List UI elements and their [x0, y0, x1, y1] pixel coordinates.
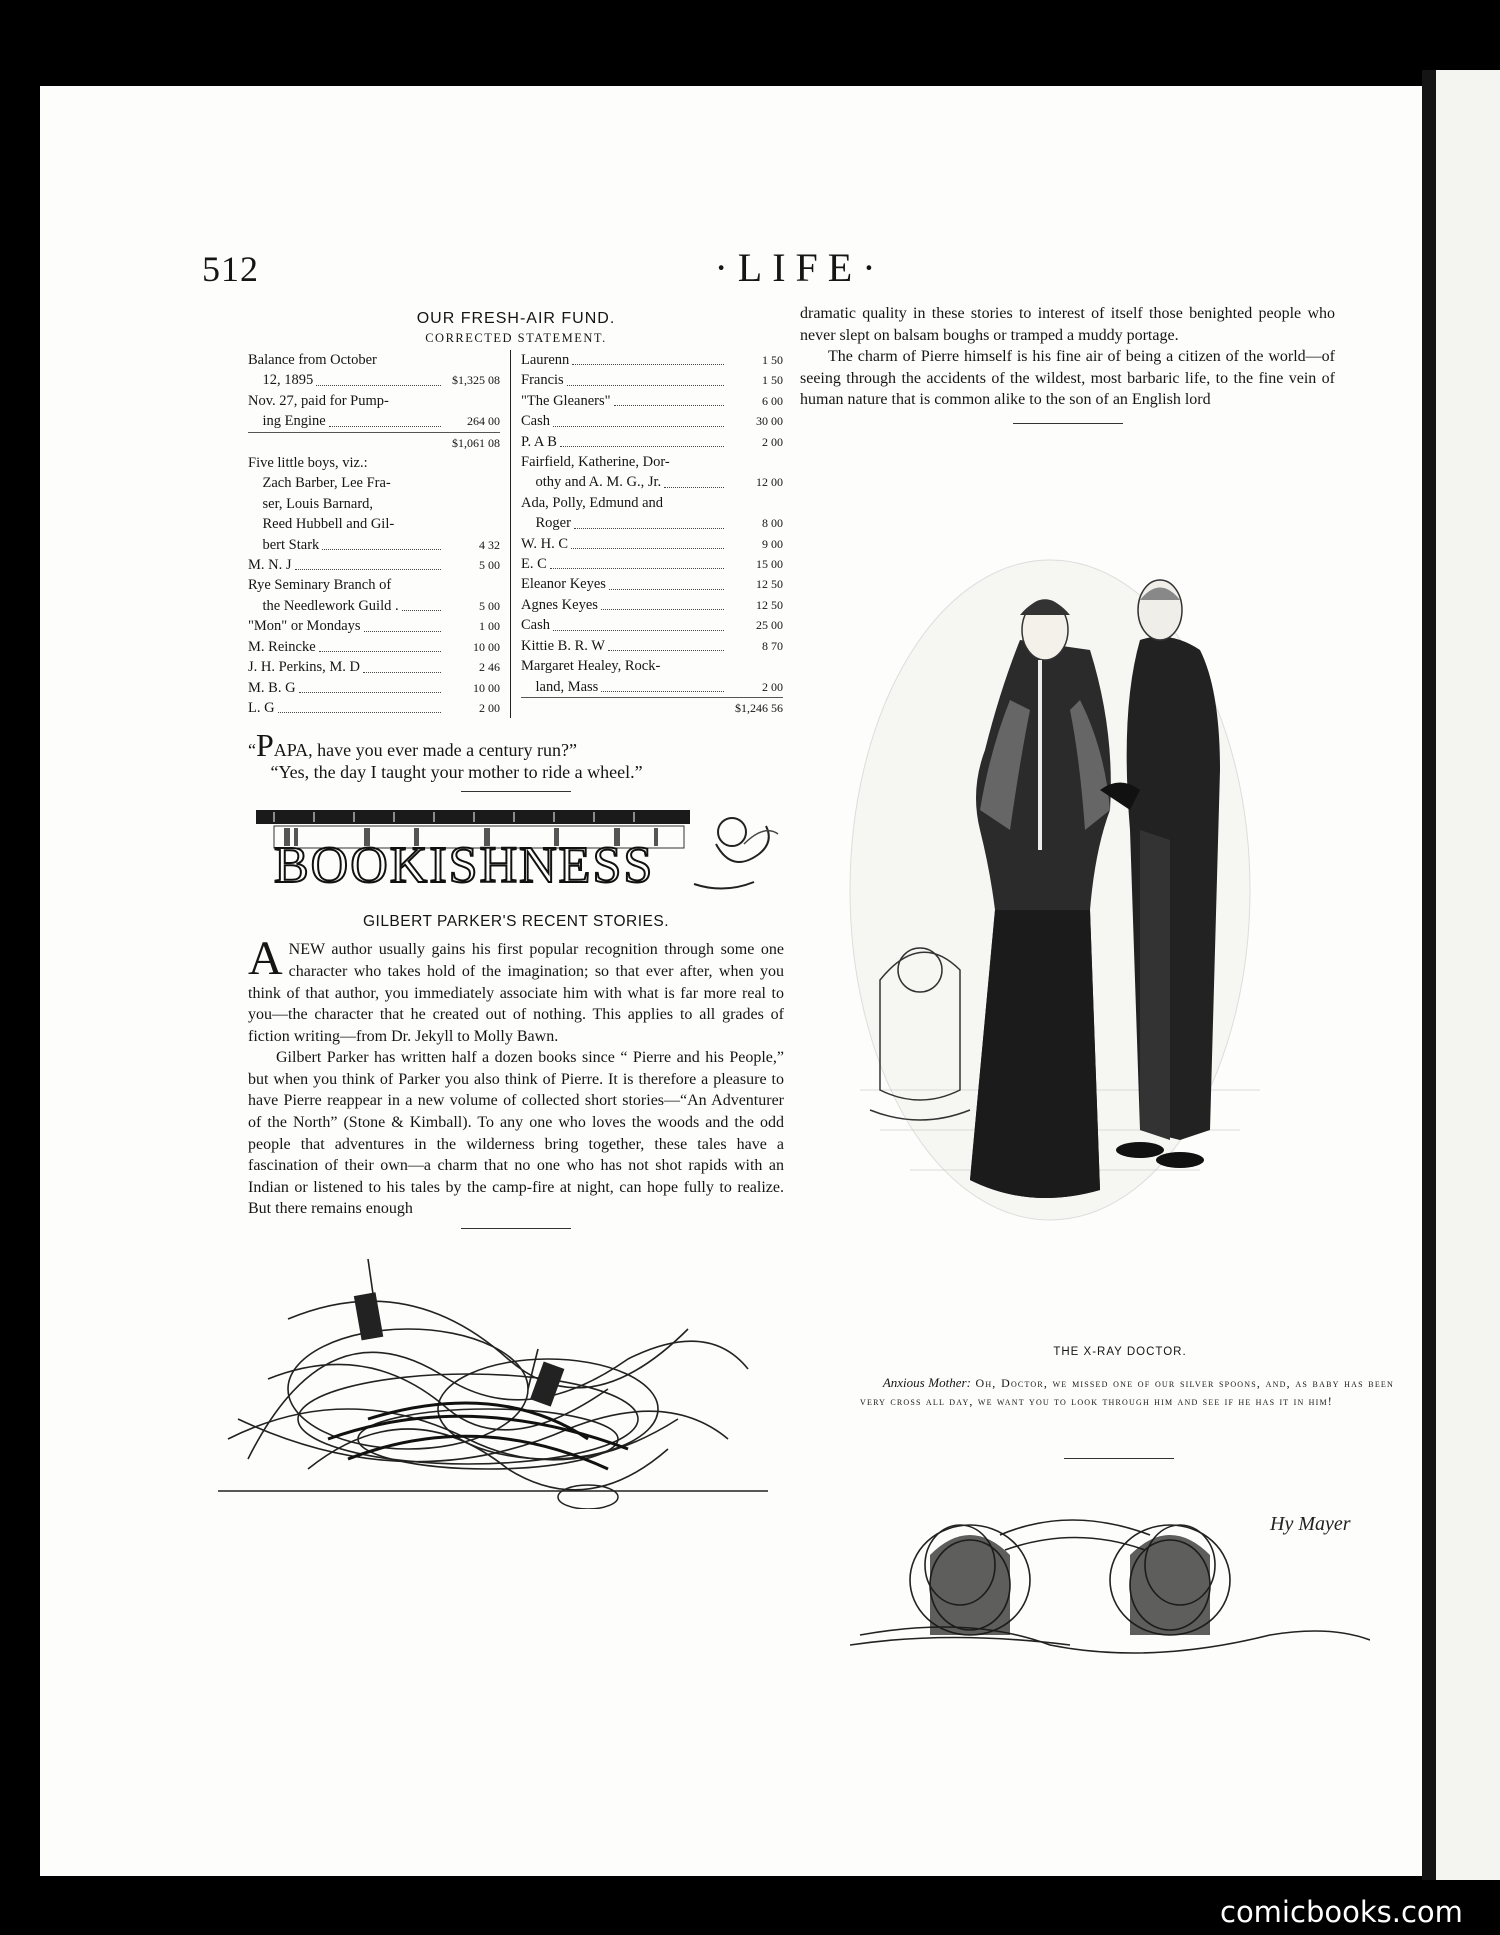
ledger-row: [521, 513, 783, 533]
ledger-name: Ada, Polly, Edmund and: [521, 494, 664, 511]
ledger-leader-dots: [316, 385, 441, 386]
ledger-amount: $1,325 08: [452, 373, 500, 388]
quip-open-quote: “: [248, 740, 256, 761]
ledger-row: [248, 494, 500, 514]
ledger-name: M. N. J: [248, 557, 292, 574]
left-column: [248, 310, 784, 1514]
banner-lettering: BOOKISHNESS: [274, 837, 655, 895]
ledger-leader-dots: [550, 568, 724, 569]
ledger-amount: 1 50: [762, 373, 783, 388]
ledger-amount: 2 00: [762, 679, 783, 694]
quip-drop-letter: P: [256, 727, 274, 764]
ledger-row: [248, 473, 500, 493]
review-paragraph-3: dramatic quality in these stories to interest of itself those benighted people who never slept on balsam boughs or tramped a muddy portage.: [800, 305, 1335, 344]
ledger-leader-dots: [560, 446, 724, 447]
ledger-amount: 1 00: [479, 619, 500, 634]
facing-page-edge: [1436, 70, 1500, 1880]
review-paragraph-2: Gilbert Parker has written half a dozen books since “ Pierre and his People,” but when you think of Parker you also think of Pierre. It is therefore a pleasure to have Pierre reappear in a new volume of collected short stories—“An Adventurer of the North” (Stone & Kimball). To any one who loves the woods and the odd people that adventures in the wilderness bring together, these tales have a fascination of their own—a charm that no one who has not shot rapids with an Indian or listened to his tales by the camp-fire at night, can hope fully to realize. But there remains enough: [248, 1049, 784, 1218]
ledger-row: [248, 391, 500, 411]
ledger-row: [521, 615, 783, 635]
ledger-name: the Needlework Guild .: [248, 597, 399, 614]
ledger-leader-dots: [295, 569, 441, 570]
ledger-name: Margaret Healey, Rock-: [521, 658, 661, 675]
book-spine: [1422, 70, 1436, 1880]
ledger-amount: $1,246 56: [735, 700, 783, 715]
ledger-name: M. Reincke: [248, 638, 316, 655]
review-paragraph-4: The charm of Pierre himself is his fine air of being a citizen of the world—of seeing through the accidents of the wildest, most barbaric life, to the fine vein of human nature that is common alike to the son of an English lord: [800, 348, 1335, 409]
cartoon-caption: [860, 1374, 1394, 1410]
ledger-amount: 1 50: [762, 353, 783, 367]
fund-title: OUR FRESH-AIR FUND.: [416, 310, 616, 327]
ledger-row: [521, 472, 783, 492]
ledger-row: [521, 636, 783, 656]
ledger-leader-dots: [319, 651, 441, 652]
ledger-row: [521, 574, 783, 594]
ledger-leader-dots: [571, 548, 724, 549]
ledger-row: [521, 370, 783, 390]
ledger-row: [521, 391, 783, 411]
ledger-amount: 12 00: [756, 475, 783, 490]
ledger-name: Zach Barber, Lee Fra-: [248, 475, 391, 492]
ledger-name: Nov. 27, paid for Pump-: [248, 392, 389, 409]
cartoon-title: THE X-RAY DOCTOR.: [1053, 1346, 1187, 1358]
review-p1-text: NEW author usually gains his first popular recognition through some one character who takes hold of the imagination; so that ever after, when you think of that author, you immediately associate him with what is far more real to you—the character that he created out of nothing. This applies to all grades of fiction writing—from Dr. Jekyll to Molly Bawn.: [248, 941, 784, 1045]
tangled-wheelman-illustration: [208, 1239, 768, 1509]
ledger-leader-dots: [553, 630, 724, 631]
ledger-leader-dots: [402, 610, 441, 611]
ledger-row: [521, 350, 783, 370]
ledger-row: [521, 493, 783, 513]
ledger-amount: 2 00: [762, 434, 783, 449]
divider-rule-2: [461, 1228, 571, 1229]
ledger-row: [248, 637, 500, 657]
ledger-amount: 12 50: [756, 577, 783, 592]
fund-ledger-left: [248, 350, 511, 718]
ledger-name: W. H. C: [521, 535, 568, 552]
ledger-name: Five little boys, viz.:: [248, 455, 368, 472]
ledger-leader-dots: [608, 650, 724, 651]
right-column: [800, 303, 1335, 432]
ledger-leader-dots: [364, 631, 441, 632]
fund-subtitle: CORRECTED STATEMENT.: [425, 331, 607, 345]
ledger-row: [248, 350, 500, 370]
ledger-name: Eleanor Keyes: [521, 576, 606, 593]
ledger-amount: 10 00: [473, 680, 500, 695]
ledger-leader-dots: [609, 589, 724, 590]
ledger-name: Roger: [521, 515, 571, 532]
ledger-name: othy and A. M. G., Jr.: [521, 474, 662, 491]
ledger-name: J. H. Perkins, M. D: [248, 659, 360, 676]
bookishness-banner: [254, 804, 780, 896]
ledger-row: [521, 656, 783, 676]
divider-rule-3: [1013, 423, 1123, 424]
ledger-amount: 9 00: [762, 536, 783, 551]
divider-rule-4: [1064, 1458, 1174, 1459]
ledger-amount: 25 00: [756, 618, 783, 633]
ledger-name: Fairfield, Katherine, Dor-: [521, 454, 670, 471]
ledger-amount: 2 00: [479, 700, 500, 715]
artist-signature: Hy Mayer: [1270, 1513, 1351, 1535]
ledger-row: [248, 698, 500, 718]
review-paragraph-1: [248, 932, 784, 1047]
ledger-amount: 264 00: [467, 414, 500, 429]
ledger-row: [521, 595, 783, 615]
ledger-leader-dots: [553, 426, 724, 427]
watermark: comicbooks.com: [1220, 1895, 1463, 1929]
cartoon-speaker: Anxious Mother:: [882, 1375, 971, 1390]
ledger-name: Rye Seminary Branch of: [248, 577, 392, 594]
magazine-title: ·LIFE·: [714, 245, 886, 290]
ledger-name: land, Mass: [521, 678, 599, 695]
quip-line-2: “Yes, the day I taught your mother to ride a wheel.”: [270, 762, 643, 783]
quip-line-1: APA, have you ever made a century run?”: [273, 740, 578, 761]
ledger-row: [248, 514, 500, 534]
ledger-name: M. B. G: [248, 679, 296, 696]
ledger-name: bert Stark: [248, 536, 320, 553]
ledger-leader-dots: [322, 549, 441, 550]
tangled-pair-illustration: [850, 1495, 1370, 1655]
ledger-amount: 4 32: [479, 537, 500, 552]
dropcap: A: [248, 932, 283, 986]
ledger-amount: 10 00: [473, 639, 500, 654]
ledger-name: "Mon" or Mondays: [248, 618, 361, 635]
ledger-row: [521, 411, 783, 431]
fund-ledger-right: [511, 350, 783, 718]
ledger-amount: 5 00: [479, 598, 500, 613]
ledger-row: [521, 554, 783, 574]
ledger-amount: $1,061 08: [452, 435, 500, 450]
ledger-row: [521, 534, 783, 554]
ledger-row: [248, 678, 500, 698]
ledger-name: Balance from October: [248, 352, 377, 368]
ledger-row: [248, 453, 500, 473]
ledger-leader-dots: [572, 364, 724, 365]
cartoon-caption-text: Oh, Doctor, we missed one of our silver spoons, and, as baby has been very cross all day, we want you to look through him and see if he has it in him!: [860, 1376, 1394, 1408]
ledger-name: ing Engine: [248, 413, 326, 430]
ledger-row: [248, 411, 500, 431]
ledger-leader-dots: [278, 712, 441, 713]
ledger-row: [521, 452, 783, 472]
quip: [248, 727, 784, 783]
ledger-leader-dots: [601, 691, 724, 692]
ledger-leader-dots: [664, 487, 724, 488]
divider-rule: [461, 791, 571, 792]
ledger-name: Agnes Keyes: [521, 596, 598, 613]
ledger-row: [248, 575, 500, 595]
ledger-name: P. A B: [521, 433, 557, 450]
ledger-row: [248, 432, 500, 453]
ledger-row: [248, 535, 500, 555]
ledger-name: L. G: [248, 699, 275, 716]
ledger-name: Reed Hubbell and Gil-: [248, 516, 395, 533]
ledger-name: 12, 1895: [248, 372, 314, 389]
ledger-name: "The Gleaners": [521, 392, 611, 409]
fund-ledger: [248, 350, 784, 718]
ledger-amount: 8 00: [762, 516, 783, 531]
ledger-amount: 5 00: [479, 558, 500, 573]
x-ray-doctor-illustration: [840, 530, 1280, 1230]
ledger-row: [248, 555, 500, 575]
ledger-leader-dots: [329, 426, 441, 427]
ledger-row: [521, 677, 783, 697]
ledger-name: E. C: [521, 556, 547, 573]
ledger-row: [248, 370, 500, 390]
ledger-row: [521, 432, 783, 452]
ledger-leader-dots: [299, 692, 441, 693]
ledger-row: [248, 657, 500, 677]
page-number: 512: [202, 249, 259, 289]
ledger-name: ser, Louis Barnard,: [248, 495, 374, 512]
ledger-leader-dots: [567, 385, 724, 386]
ledger-amount: 30 00: [756, 414, 783, 429]
ledger-amount: 8 70: [762, 638, 783, 653]
ledger-leader-dots: [614, 405, 724, 406]
ledger-leader-dots: [363, 672, 441, 673]
ledger-amount: 15 00: [756, 557, 783, 572]
review-title: GILBERT PARKER'S RECENT STORIES.: [362, 913, 670, 931]
ledger-name: Cash: [521, 617, 550, 634]
ledger-amount: 2 46: [479, 660, 500, 675]
ledger-row: [248, 596, 500, 616]
ledger-name: Cash: [521, 413, 550, 430]
ledger-row: [521, 697, 783, 718]
ledger-row: [248, 616, 500, 636]
ledger-name: Kittie B. R. W: [521, 637, 605, 654]
ledger-amount: 12 50: [756, 597, 783, 612]
ledger-leader-dots: [574, 528, 724, 529]
ledger-name: Laurenn: [521, 352, 570, 368]
ledger-name: Francis: [521, 372, 564, 389]
ledger-amount: 6 00: [762, 393, 783, 408]
ledger-leader-dots: [601, 609, 724, 610]
